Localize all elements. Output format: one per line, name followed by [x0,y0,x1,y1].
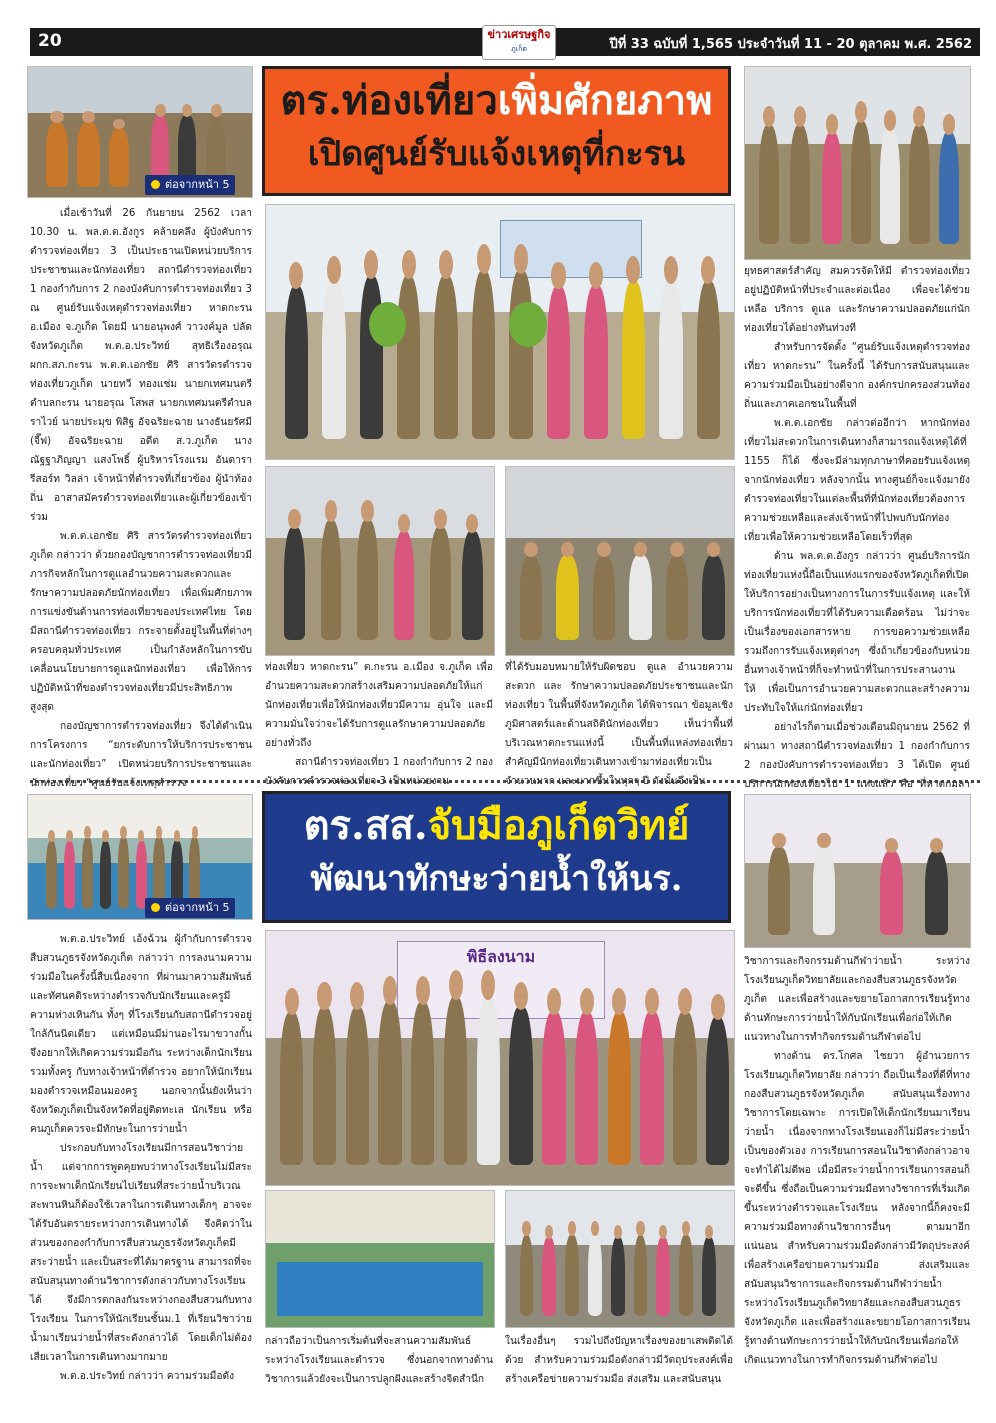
continued-text: ต่อจากหน้า 5 [165,178,230,191]
headline-part-b: จับมือภูเก็ตวิทย์ [427,802,690,849]
continued-badge [145,898,235,918]
paragraph: สถานีตำรวจท่องเที่ยว 1 กองกำกับการ 2 กองบังคับการตำรวจท่องเที่ยว 3 เป็นหน่วยงาน [265,757,493,787]
pool-water [277,1262,482,1316]
photo-ribbon-cutting [265,204,735,460]
photo-audience [505,466,735,656]
paragraph: อย่างไรก็ตามเมื่อช่วงเดือนมิถุนายน 2562 ที่ผ่านมา ทางสถานีตำรวจท่องเที่ยว 1 กองกำกับการ 2 กองบังคับการตำรวจท่องเที่ยว 3 ได้เปิด ศูนย์บริการนักท่องเที่ยวไป 1 แห่งแล้ว คือ ที่หาดกมลา [744,722,970,790]
paragraph: ทางด้าน ดร.โกศล ไชยวา ผู้อำนวยการโรงเรียนภูเก็ตวิทยาลัย กล่าวว่า ถือเป็นเรื่องที่ดีที่ทางกองสืบสวนภูธรจังหวัดภูเก็ต สนับสนุนเรื่องทางวิชาการโดยเฉพาะ การเปิดให้เด็กนักเรียนมาเรียนว่ายน้ำ เนื่องจากทางโรงเรียนเองก็ไม่มีสระว่ายน้ำเป็นของตัวเอง การเรียนการสอนในวิชาดังกล่าวอาจจะทำได้ไม่ดีพอ เมื่อมีสระว่ายน้ำการเรียนการสอนก็จะดีขึ้น ซึ่งถือเป็นความร่วมมือทางวิชาการที่เริ่มเกิดขึ้นระหว่างตำรวจและโรงเรียน หลังจากนี้ก็คงจะมีความร่วมมือทางด้านวิชาการอื่นๆ ตามมาอีกแน่นอน สำหรับความร่วมมือดังกล่าวมีวัตถุประสงค์เพื่อสร้างเครือข่ายความร่วมมือ ส่งเสริมและสนับสนุนวิชาการและกิจกรรมด้านกีฬาว่ายน้ำ ระหว่างโรงเรียนภูเก็ตวิทยาลัยและกองสืบสวนภูธรจังหวัดภูเก็ต และเพื่อสร้างและขยายโอกาสการเรียนรู้ทางด้านทักษะการว่ายน้ำให้กับนักเรียนเพื่อก่อให้เกิดแนวทางในการทำกิจกรรมด้านกีฬาต่อไป [744,1051,970,1366]
story2-column-1 [30,930,252,1416]
issue-line: ปีที่ 33 ฉบับที่ 1,565 ประจำวันที่ 11 - 20 ตุลาคม พ.ศ. 2562 [609,37,972,52]
paragraph: ประกอบกับทางโรงเรียนมีการสอนวิชาว่ายน้ำ แต่จากการพูดคุยพบว่าทางโรงเรียนไม่มีสระการจะพาเด็กนักเรียนไปเรียนที่สระว่ายน้ำบริเวณสะพานหินก็ต้องใช้เวลาในการเดินทางเด็กๆ อาจจะได้รับอันตรายระหว่างการเดินทางได้ จึงคิดว่าในส่วนของกองกำกับการสืบสวนภูธรจังหวัดภูเก็ตมีสระว่ายน้ำ และเป็นสระที่ได้มาตรฐาน สามารถที่จะสนับสนุนทางด้านวิชาการดังกล่าวกับทางโรงเรียนได้ จึงมีการตกลงกันระหว่างกองสืบสวนกับทางโรงเรียน ในการให้นักเรียนชั้นม.1 ที่เรียนวิชาว่ายน้ำมาเรียนว่ายน้ำที่สระดังกล่าวได้ โดยเด็กไม่ต้องเสียเวลาในการเดินทางมากมาย [30,1143,252,1363]
photo-mou-signing [265,930,735,1186]
headline-part-a: ตร.สส. [303,802,428,849]
photo-award-ceremony [744,66,971,260]
photo-swimming-pool [265,1190,495,1328]
headline-line2: เปิดศูนย์รับแจ้งเหตุที่กะรน [307,134,686,174]
paragraph: วิชาการและกิจกรรมด้านกีฬาว่ายน้ำ ระหว่างโรงเรียนภูเก็ตวิทยาลัยและกองสืบสวนภูธรจังหวัดภูเก็ต และเพื่อสร้างและขยายโอกาสการเรียนรู้ทางด้านทักษะการว่ายน้ำให้กับนักเรียนเพื่อก่อให้เกิดแนวทางในการทำกิจกรรมด้านกีฬาต่อไป [744,956,970,1043]
photo-mou-handshake [744,794,971,948]
story1-column-2 [265,658,493,787]
headline-banner-2 [262,791,731,923]
paragraph: ยุทธศาสตร์สำคัญ สมควรจัดให้มี ตำรวจท่องเที่ยวอยู่ปฏิบัติหน้าที่ประจำและต่อเนื่อง เพื่อจะได้ช่วยเหลือ บริการ ดูแล และรักษาความปลอดภัยแก่นักท่องเที่ยวได้อย่างทันท่วงที [744,266,970,334]
headline-line1 [265,798,728,854]
sign-banner-text: พิธีลงนาม [466,947,536,967]
headline-line1 [265,73,728,129]
story1-column-1 [30,204,252,789]
story1-column-3 [505,658,733,787]
flower-stand-icon [509,302,546,348]
story1-column-4 [744,262,970,790]
logo-sub: ภูเก็ต [511,45,527,53]
paragraph: ด้าน พล.ต.ต.อังกูร กล่าวว่า ศูนย์บริการนักท่องเที่ยวแห่งนี้ถือเป็นแห่งแรกของจังหวัดภูเก็ตที่เปิดให้บริการอย่างเป็นทางการในการรับแจ้งเหตุ และให้บริการนักท่องเที่ยวที่ได้รับความเดือดร้อน ไม่ว่าจะเป็นเรื่องของเอกสารหาย การขอความช่วยเหลือ รวมถึงการรับแจ้งเหตุต่างๆ ซึ่งถ้าเกี่ยวข้องกับหน่วยอื่นทางเจ้าหน้าที่ก็จะทำหน้าที่ในการประสานงาน ให้ เพื่อเป็นการอำนวยความสะดวกและสร้างความประทับใจให้แก่นักท่องเที่ยว [744,551,970,714]
headline-banner-1 [262,66,731,196]
paragraph: กล่าวถือว่าเป็นการเริ่มต้นที่จะสานความสัมพันธ์ระหว่างโรงเรียนและตำรวจ ซึ่งนอกจากทางด้านวิชาการแล้วยังจะเป็นการปลูกฝังและสร้างจิตสำนึก [265,1336,493,1385]
headline-part-a: ตร.ท่องเที่ยว [280,77,498,124]
bullet-icon [151,180,160,189]
paragraph: พ.ต.อ.ประวิทย์ กล่าวว่า ความร่วมมือดัง [60,1371,235,1382]
paragraph: สำหรับการจัดตั้ง “ศูนย์รับแจ้งเหตุตำรวจท่องเที่ยว หาดกะรน” ในครั้งนี้ ได้รับการสนับสนุนและความร่วมมือเป็นอย่างดีจาก องค์กรปกครองส่วนท้องถิ่นและภาคเอกชนในพื้นที่ [744,342,970,410]
continued-text: ต่อจากหน้า 5 [165,901,230,914]
newspaper-logo [482,25,556,60]
headline-line2: พัฒนาทักษะว่ายน้ำให้นร. [310,859,683,899]
paragraph: กองบัญชาการตำรวจท่องเที่ยว จึงได้ดำเนินการโครงการ “ยกระดับการให้บริการประชาชนและนักท่องเที่ยว” เปิดหน่วยบริการประชาชนและนักท่องเที่ยว “ศูนย์รับแจ้งเหตุตำรวจ [30,721,252,789]
paragraph: ที่ได้รับมอบหมายให้รับผิดชอบ ดูแล อำนวยความสะดวก และ รักษาความปลอดภัยประชาชนและนักท่องเที่ยว ในพื้นที่จังหวัดภูเก็ต ได้พิจารณา ข้อมูลเชิงภูมิศาสตร์และด้านสถิตินักท่องเที่ยว เห็นว่าพื้นที่บริเวณหาดกะรนแห่งนี้ เป็นพื้นที่แหล่งท่องเที่ยวสำคัญมีนักท่องเที่ยวเดินทางเข้ามาท่องเที่ยวเป็นจำนวนมาก และมากขึ้นในทุกๆ ปี ดังนั้นจึงเป็น [505,662,733,787]
headline-part-b: เพิ่มศักยภาพ [497,77,713,124]
page-number: 20 [38,31,62,51]
photo-students-group [505,1190,735,1328]
page-header [30,28,980,56]
logo-text: ข่าวเศรษฐกิจ [487,28,551,41]
bullet-icon [151,903,160,912]
paragraph: ในเรื่องอื่นๆ รวมไปถึงปัญหาเรื่องของยาเสพติดได้ด้วย สำหรับความร่วมมือดังกล่าวมีวัตถุประสงค์เพื่อสร้างเครือข่ายความร่วมมือ ส่งเสริม และสนับสนุน [505,1336,733,1385]
section-divider [30,780,980,783]
paragraph: เมื่อเช้าวันที่ 26 กันยายน 2562 เวลา 10.30 น. พล.ต.ต.อังกูร คล้ายคลึง ผู้บังคับการตำรวจท่องเที่ยว 3 เป็นประธานเปิดหน่วยบริการประชาชนและนักท่องเที่ยว สถานีตำรวจท่องเที่ยว 1 กองกำกับการ 2 กองบังคับการตำรวจท่องเที่ยว 3 ณ ศูนย์รับแจ้งเหตุตำรวจท่องเที่ยว หาดกะรน อ.เมือง จ.ภูเก็ต โดยมี นายอนุพงศ์ วาวงค์มูล ปลัดจังหวัดภูเก็ต พ.ต.อ.ประวิทย์ สุทธิเรืองอรุณ ผกก.สภ.กะรน พ.ต.ต.เอกชัย ศิริ สารวัตรตำรวจท่องเที่ยวภูเก็ต นายทวี ทองแช่ม นายกเทศมนตรีตำบลกะรน นายอรุณ โสพส นายกเทศมนตรีตำบลราไวย์ นายประมุข พิสิฐ อัจฉริยะฉาย นางธันยรัศมี (จี๊ฟ) อัจฉริยะฉาย อดีต ส.ว.ภูเก็ต นางณัฐฐาภิญญา แสงโพธิ์ ผู้บริหารโรงแรม อันดารา รีสอร์ท วิลล่า เจ้าหน้าที่ตำรวจที่เกี่ยวข้อง ผู้นำท้องถิ่น อาสาสมัครตำรวจท่องเที่ยวและผู้เกี่ยวข้องเข้าร่วม [30,208,252,523]
continued-badge [145,175,235,195]
paragraph: พ.ต.อ.ประวิทย์ เอ้งฉ้วน ผู้กำกับการตำรวจสืบสวนภูธรจังหวัดภูเก็ต กล่าวว่า การลงนามความร่วมมือในครั้งนี้สืบเนื่องจาก ที่ผ่านมาความสัมพันธ์และทัศนคติระหว่างตำรวจกับนักเรียนและครูมีความห่างเหินกัน ทั้งๆ ที่โรงเรียนกับสถานีตำรวจอยู่ใกล้กันนิดเดียว แต่เหมือนมีม่านอะไรมาขวางกั้น จึงอยากให้เกิดความร่วมมือกัน ระหว่างเด็กนักเรียนรวมทั้งครู กับทางเจ้าหน้าที่ตำรวจ อยากให้นักเรียนมองตำรวจเหมือนมองครู นอกจากนั้นยังเห็นว่าจังหวัดภูเก็ตเป็นจังหวัดที่อยู่ติดทะเล นักเรียน หรือคนภูเก็ตควรจะมีทักษะในการว่ายน้ำ [30,934,252,1135]
story2-column-4 [744,952,970,1416]
paragraph: พ.ต.ต.เอกชัย กล่าวต่ออีกว่า หากนักท่องเที่ยวไม่สะดวกในการเดินทางก็สามารถแจ้งเหตุได้ที่ 1155 ก็ได้ ซึ่งจะมีล่ามทุกภาษาที่คอยรับแจ้งเหตุจากนักท่องเที่ยว หลังจากนั้น ทางศูนย์ก็จะแจ้งมายังตำรวจท่องเที่ยวในแต่ละพื้นที่ที่นักท่องเที่ยวต้องการความช่วยเหลือและส่งเจ้าหน้าที่ไปพบกับนักท่องเที่ยวเพื่อให้ความช่วยเหลือโดยเร็วที่สุด [744,418,970,543]
story2-column-3 [505,1332,733,1416]
story2-column-2 [265,1332,493,1416]
paragraph: ท่องเที่ยว หาดกะรน” ต.กะรน อ.เมือง จ.ภูเก็ต เพื่ออำนวยความสะดวกสร้างเสริมความปลอดภัยให้แก่นักท่องเที่ยวเพื่อให้นักท่องเที่ยวมีความ อุ่นใจ และมีความมั่นใจว่าจะได้รับการดูแลรักษาความปลอดภัยอย่างทั่วถึง [265,662,493,749]
paragraph: พ.ต.ต.เอกชัย ศิริ สารวัตรตำรวจท่องเที่ยวภูเก็ต กล่าวว่า ด้วยกองบัญชาการตำรวจท่องเที่ยวมีภารกิจหลักในการดูแลอำนวยความสะดวกและรักษาความปลอดภัยนักท่องเที่ยว เพื่อเพิ่มศักยภาพการแข่งขันด้านการท่องเที่ยวของประเทศไทย โดยมีสถานีตำรวจท่องเที่ยว กระจายตั้งอยู่ในพื้นที่ต่างๆ ครอบคลุมทั่วประเทศ เป็นกำลังหลักในการขับเคลื่อนนโยบายการดูแลนักท่องเที่ยว เพื่อให้การปฏิบัติหน้าที่ของตำรวจท่องเที่ยวมีประสิทธิภาพสูงสุด [30,531,252,713]
photo-handover [265,466,495,656]
